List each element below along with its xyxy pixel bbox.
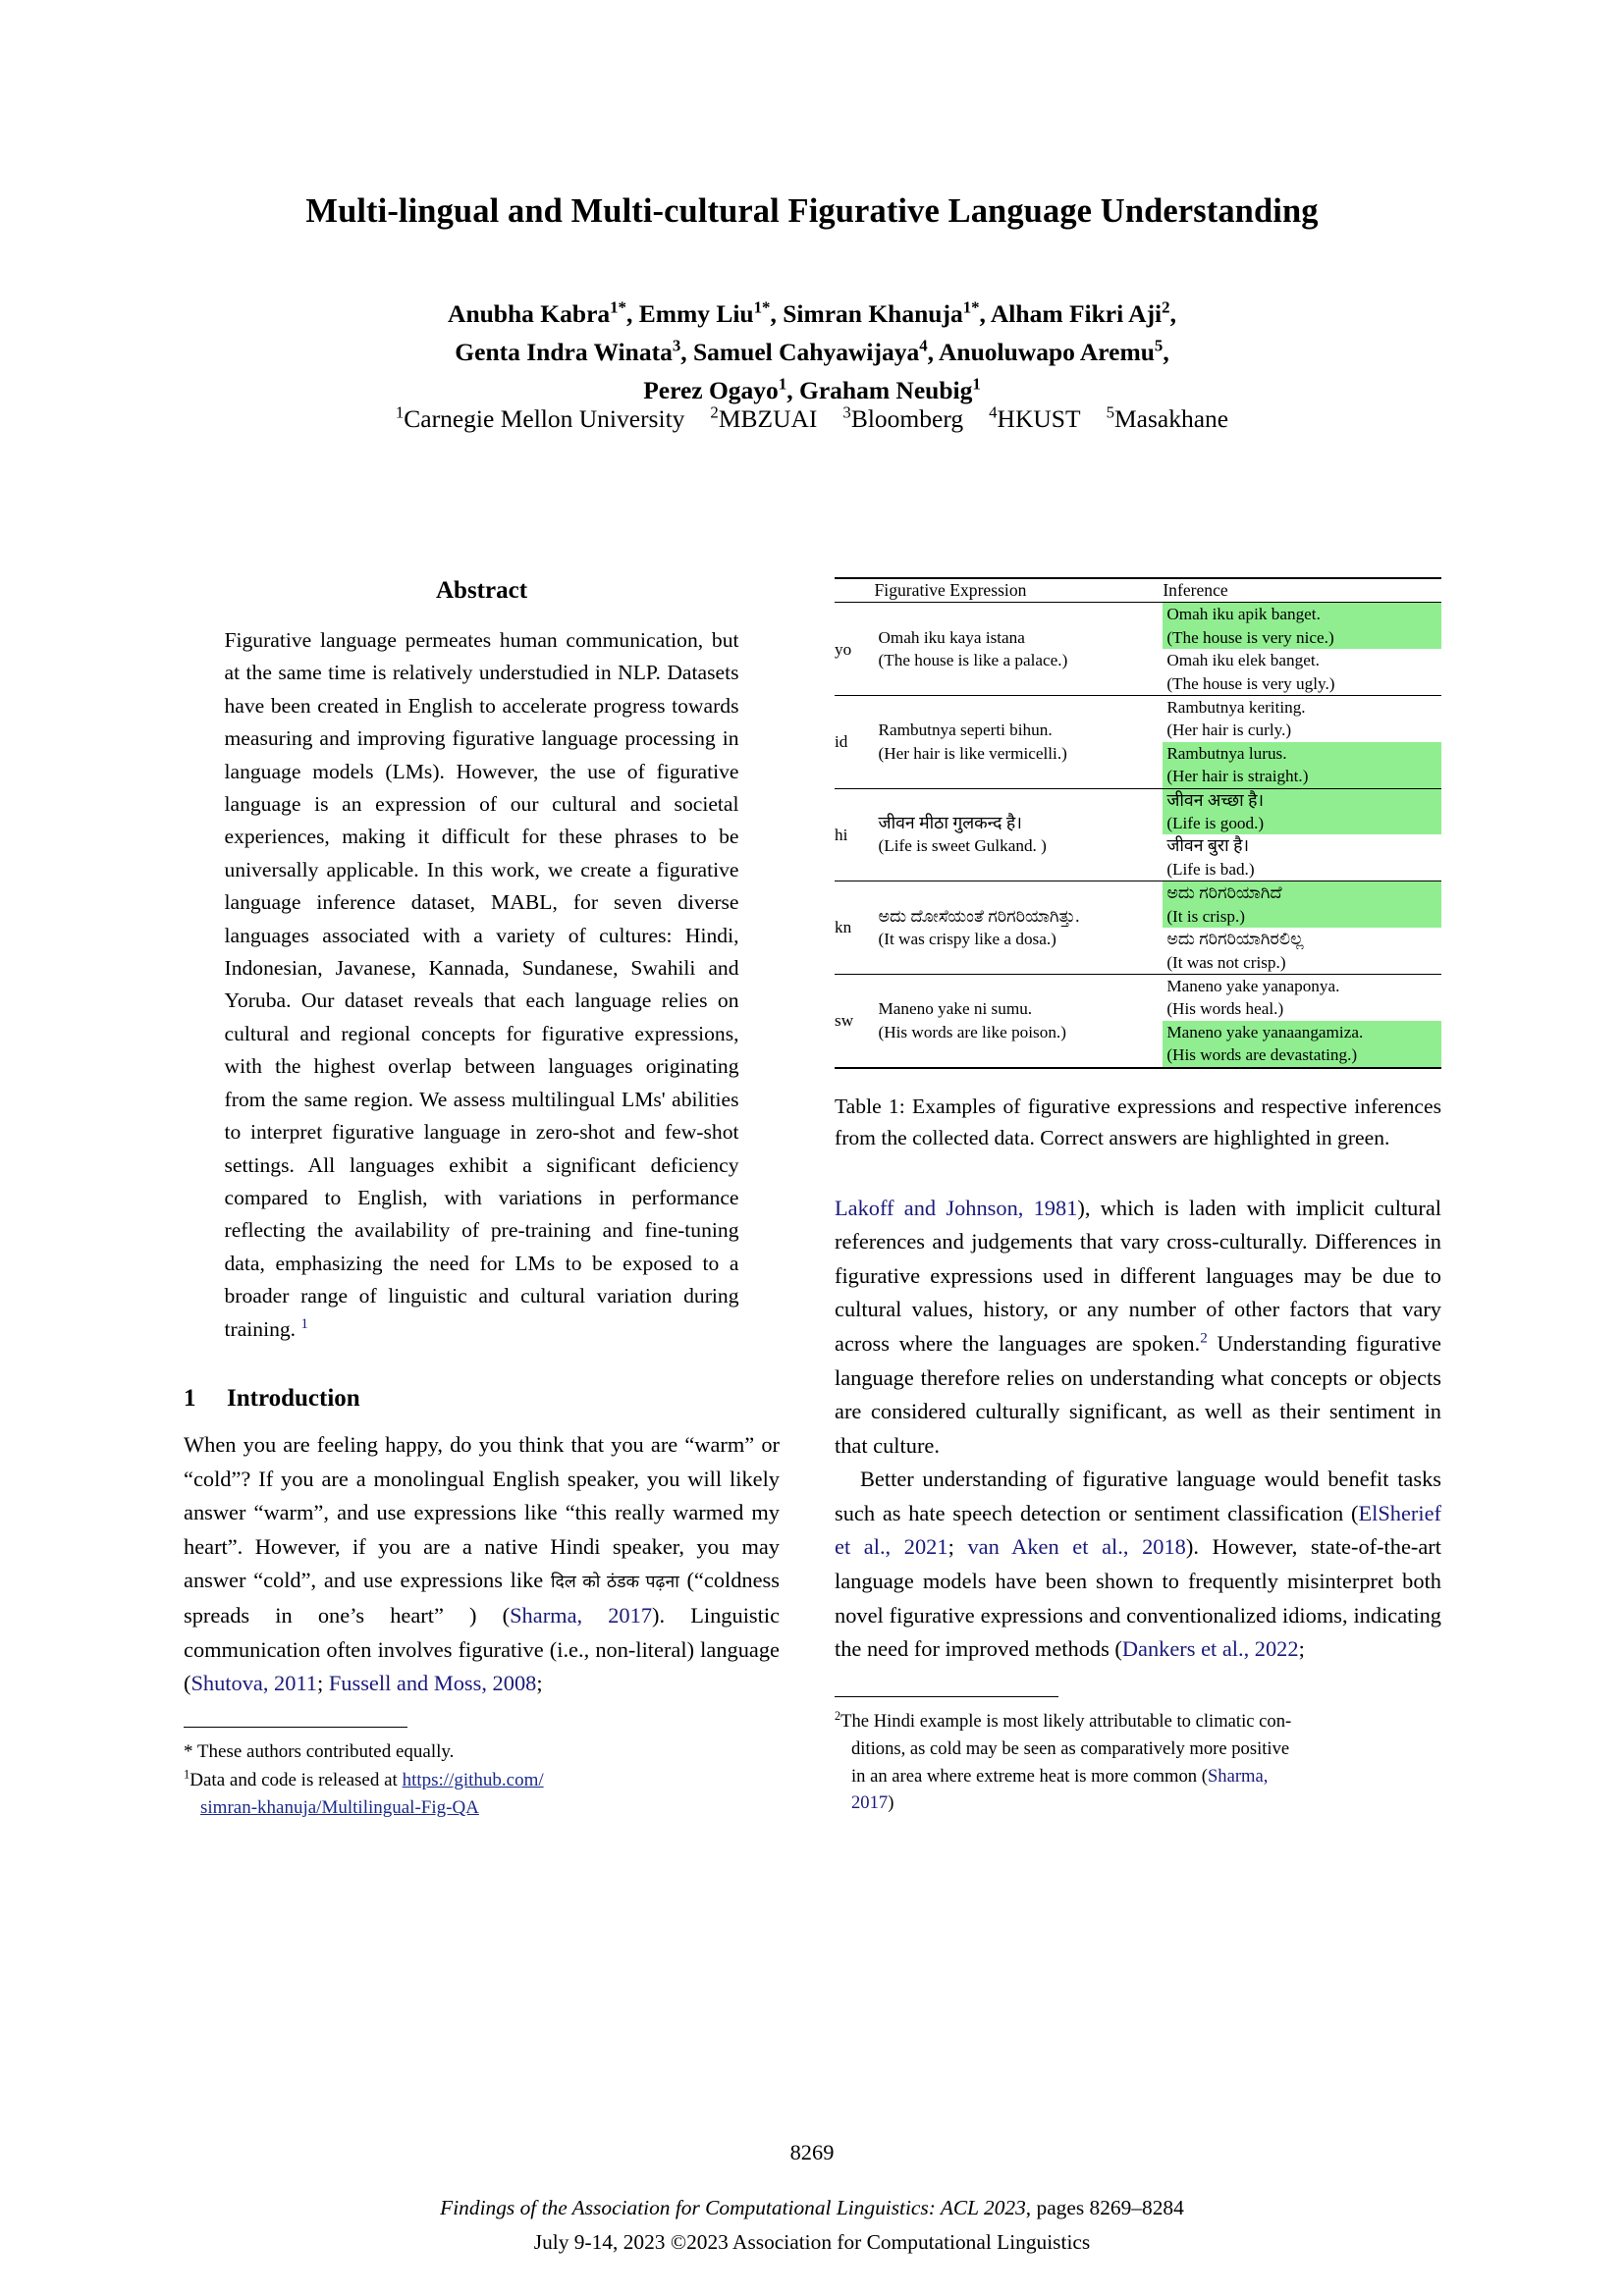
row-expression	[875, 696, 1164, 789]
inference-native-correct: जीवन अच्छा है।	[1163, 789, 1441, 812]
table-1-examples	[835, 577, 1441, 1069]
author-list	[0, 294, 1624, 409]
right-paragraph-continued	[835, 1192, 1441, 1464]
footnote-two-line3-pre: in an area where extreme heat is more common (	[851, 1765, 1208, 1787]
citation-link[interactable]: Sharma, 2017	[510, 1602, 653, 1628]
inference-native: जीवन बुरा है।	[1166, 835, 1250, 856]
citation-link[interactable]: van Aken et al., 2018	[967, 1534, 1186, 1560]
row-expression	[875, 974, 1164, 1067]
expression-native: जीवन मीठा गुलकन्द है।	[878, 813, 1022, 833]
affiliation-name: Masakhane	[1113, 404, 1229, 433]
author-sup: 1*	[962, 297, 980, 317]
footnote-star-text: These authors contributed equally.	[192, 1741, 455, 1763]
footnote-two-line1: The Hindi example is most likely attributable to climatic con-	[840, 1711, 1292, 1733]
inference-gloss-correct: (Life is good.)	[1163, 812, 1441, 834]
affiliation	[842, 404, 963, 433]
footnote-rule	[835, 1696, 1058, 1698]
intro-text-part3: ). Linguistic communication often involves figurative (i.e., non-literal) language (	[184, 1602, 781, 1696]
author-sup: 3	[672, 336, 681, 355]
row-inferences	[1163, 603, 1441, 696]
table-row	[835, 974, 1441, 1067]
table-row	[835, 696, 1441, 789]
expression-native: Rambutnya seperti bihun.	[878, 721, 1053, 740]
author-sup: 1	[972, 374, 981, 394]
page-title: Multi-lingual and Multi-cultural Figurative Language Understanding	[305, 192, 1319, 230]
right-footnotes	[835, 1696, 1441, 1817]
footnote-two-line4	[835, 1789, 1441, 1817]
table-body	[835, 603, 1441, 1068]
github-url-link[interactable]: https://github.com/	[402, 1769, 544, 1790]
row-lang-code: sw	[835, 1011, 854, 1031]
citation-link[interactable]: Lakoff and Johnson, 1981	[835, 1195, 1078, 1220]
expression-gloss: (It was crispy like a dosa.)	[878, 930, 1056, 949]
affiliation-sup: 5	[1106, 402, 1114, 422]
row-expression	[875, 603, 1164, 696]
affiliation-sup: 4	[989, 402, 998, 422]
affiliation	[396, 404, 685, 433]
author-name: Genta Indra Winata	[455, 338, 673, 366]
author-sup: 4	[919, 336, 928, 355]
inference-native: Rambutnya keriting.	[1166, 698, 1306, 718]
citation-link[interactable]: Shutova, 2011	[190, 1671, 318, 1696]
author-name: Alham Fikri Aji	[990, 299, 1163, 328]
intro-paragraph-1	[184, 1428, 780, 1701]
footnote-two-line4-post: )	[888, 1792, 894, 1814]
footnote-star	[184, 1738, 780, 1767]
expression-gloss: (The house is like a palace.)	[878, 651, 1068, 670]
intro-text-part4: ;	[536, 1671, 543, 1696]
venue-pages: , pages 8269–8284	[1025, 2196, 1184, 2219]
author-line-1: Anubha Kabra$^{1*}$, Emmy Liu$^{1*}$, Simran Khanuja$^{1*}$, Alham Fikri Aji$^2$,	[448, 297, 1176, 328]
inference-native: Omah iku elek banget.	[1166, 651, 1320, 670]
expression-gloss: (Her hair is like vermicelli.)	[878, 743, 1067, 763]
venue-line-2: July 9-14, 2023 ©2023 Association for Computational Linguistics	[533, 2230, 1091, 2254]
affiliation	[1107, 404, 1229, 433]
para-text: ), which is laden with implicit cultural references and judgements that vary cross-culturally. Differences in figurative expressions used in different languages may be due to cultural values, history, or any number of other factors that vary across where the languages are spoken.	[835, 1195, 1441, 1356]
inference-gloss: (Life is bad.)	[1166, 859, 1255, 879]
author-sup: 1*	[753, 297, 771, 317]
intro-text-part2: (“coldness spreads in one’s heart” ) (	[184, 1568, 780, 1628]
citation-separator: ;	[947, 1534, 968, 1560]
inference-native-correct: Omah iku apik banget.	[1163, 603, 1441, 625]
footnote-one-marker: 1	[184, 1767, 190, 1782]
author-name: Emmy Liu	[638, 299, 754, 328]
para2-pre: Better understanding of figurative language would benefit tasks such as hate speech detection or sentiment classification (	[835, 1467, 1441, 1525]
venue-line-1	[0, 2191, 1624, 2225]
footnote-star-marker: *	[184, 1741, 193, 1763]
row-lang-code: yo	[835, 639, 852, 659]
affiliation-name: Bloomberg	[850, 404, 964, 433]
table-row	[835, 881, 1441, 975]
footnote-rule	[184, 1727, 407, 1729]
affiliation	[710, 404, 817, 433]
inference-native-correct: ಅದು ಗರಿಗರಿಯಾಗಿದೆ	[1163, 881, 1441, 904]
inference-gloss: (It was not crisp.)	[1166, 952, 1286, 972]
row-inferences	[1163, 881, 1441, 975]
author-sup: 5	[1154, 336, 1164, 355]
author-name: Anubha Kabra	[448, 299, 611, 328]
author-name: Anuoluwapo Aremu	[939, 338, 1155, 366]
hindi-phrase: दिल को ठंडक पढ़ना	[550, 1572, 679, 1592]
footnote-two-line2: ditions, as cold may be seen as comparatively more positive	[851, 1738, 1290, 1760]
row-lang-code: hi	[835, 825, 848, 844]
row-inferences	[1163, 974, 1441, 1067]
inference-gloss: (His words heal.)	[1166, 999, 1284, 1019]
expression-gloss: (Life is sweet Gulkand. )	[878, 836, 1047, 856]
inference-native-correct: Maneno yake yanaangamiza.	[1163, 1021, 1441, 1043]
footnote-one-text: Data and code is released at	[189, 1769, 403, 1790]
expression-native: ಅದು ದೋಸೆಯಂತೆ ಗರಿಗರಿಯಾಗಿತ್ತು.	[878, 905, 1080, 926]
citation-separator: ;	[317, 1671, 329, 1696]
footnote-two-line3	[835, 1763, 1441, 1790]
right-paragraph-2	[835, 1463, 1441, 1667]
table-header-expression: Figurative Expression	[874, 580, 1027, 600]
table-header-inference: Inference	[1163, 580, 1228, 600]
venue-footer	[0, 2191, 1624, 2260]
venue-name: Findings of the Association for Computational Linguistics: ACL 2023	[440, 2196, 1026, 2219]
inference-gloss-correct: (His words are devastating.)	[1163, 1043, 1441, 1066]
citation-link[interactable]: ElSherief et al., 2021	[835, 1500, 1441, 1560]
author-sup: 1*	[610, 297, 626, 317]
page-number: 8269	[789, 2140, 835, 2164]
expression-gloss: (His words are like poison.)	[878, 1022, 1066, 1041]
affiliation	[989, 404, 1080, 433]
table-header	[835, 578, 1441, 603]
table-row	[835, 788, 1441, 881]
author-name: Samuel Cahyawijaya	[693, 338, 920, 366]
inference-gloss: (The house is very ugly.)	[1166, 673, 1335, 693]
table-header-row	[835, 578, 1441, 603]
row-lang-code: id	[835, 732, 848, 752]
author-sup: 2	[1162, 297, 1170, 317]
section-number: 1	[184, 1384, 196, 1412]
affiliation-name: Carnegie Mellon University	[404, 404, 685, 433]
row-inferences	[1163, 696, 1441, 789]
abstract-heading: Abstract	[435, 577, 528, 604]
right-column	[835, 577, 1441, 1817]
section-heading-introduction	[184, 1385, 780, 1413]
citation-link[interactable]: Dankers et al., 2022	[1121, 1636, 1299, 1662]
affiliation-name: MBZUAI	[718, 404, 818, 433]
table-row	[835, 603, 1441, 696]
para2-end: ;	[1298, 1636, 1305, 1662]
intro-text-part1: When you are feeling happy, do you think that you are “warm” or “cold”? If you are a monolingual English speaker, you will likely answer “warm”, and use expressions like “this really warmed my heart”. However, if you are a native Hindi speaker, you may answer “cold”, and use expressions like	[184, 1431, 780, 1593]
row-inferences	[1163, 788, 1441, 881]
left-footnotes	[184, 1727, 780, 1823]
row-lang-code: kn	[835, 918, 852, 937]
footnote-ref-2[interactable]: 2	[1200, 1329, 1208, 1347]
inference-native: Maneno yake yanaponya.	[1166, 976, 1340, 995]
citation-link[interactable]: Sharma,	[1207, 1765, 1269, 1787]
abstract-body	[225, 624, 739, 1346]
para2-mid: ). However, state-of-the-art language models have been shown to frequently misinterpret both novel figurative expressions and conventionalized idioms, indicating the need for improved methods (	[835, 1534, 1441, 1662]
author-name: Graham Neubig	[798, 376, 973, 404]
inference-gloss-correct: (The house is very nice.)	[1163, 626, 1441, 649]
citation-link[interactable]: Fussell and Moss, 2008	[328, 1671, 537, 1696]
inference-gloss-correct: (Her hair is straight.)	[1163, 765, 1441, 787]
expression-native: Omah iku kaya istana	[878, 627, 1025, 647]
author-sup: 1	[778, 374, 787, 394]
affiliation-list	[0, 404, 1624, 434]
github-url-link-cont[interactable]: simran-khanuja/Multilingual-Fig-QA	[200, 1797, 479, 1819]
affiliation-name: HKUST	[997, 404, 1081, 433]
abstract-text: Figurative language permeates human communication, but at the same time is relatively understudied in NLP. Datasets have been created in English to accelerate progress towards measuring and improving figurative language processing in language models (LMs). However, the use of figurative language is an expression of our cultural and societal experiences, making it difficult for these phrases to be universally applicable. In this work, we create a figurative language inference dataset, MABL, for seven diverse languages associated with a variety of cultures: Hindi, Indonesian, Javanese, Kannada, Sundanese, Swahili and Yoruba. Our dataset reveals that each language relies on cultural and regional concepts for figurative expressions, with the highest overlap between languages originating from the same region. We assess multilingual LMs' abilities to interpret figurative language in zero-shot and few-shot settings. All languages exhibit a significant deficiency compared to English, with variations in performance reflecting the availability of pre-training and fine-tuning data, emphasizing the need for LMs to be exposed to a broader range of linguistic and cultural variation during training.	[224, 628, 739, 1341]
expression-native: Maneno yake ni sumu.	[878, 999, 1033, 1019]
table-header-lang	[835, 578, 875, 603]
author-name: Perez Ogayo	[643, 376, 779, 404]
affiliation-sup: 3	[842, 402, 851, 422]
author-name: Simran Khanuja	[783, 299, 963, 328]
affiliation-sup: 1	[395, 402, 405, 422]
footnote-two-marker: 2	[835, 1709, 841, 1724]
left-column	[184, 577, 780, 1823]
footnote-one	[184, 1767, 780, 1823]
para-text-cont: Understanding figurative language therefore relies on understanding what concepts or objects are considered culturally significant, as well as their sentiment in that culture.	[835, 1330, 1441, 1458]
row-expression	[875, 881, 1164, 975]
inference-native: ಅದು ಗರಿಗರಿಯಾಗಿರಲಿಲ್ಲ	[1166, 929, 1304, 949]
author-line-3: Perez Ogayo$^1$, Graham Neubig$^1$	[643, 374, 981, 404]
author-line-2: Genta Indra Winata$^3$, Samuel Cahyawijaya$^4$, Anuoluwapo Aremu$^5$,	[455, 336, 1169, 366]
abstract-footnote-ref[interactable]: 1	[300, 1315, 308, 1332]
section-title: Introduction	[227, 1384, 360, 1412]
footnote-two	[835, 1708, 1441, 1816]
inference-gloss: (Her hair is curly.)	[1166, 721, 1292, 740]
inference-native-correct: Rambutnya lurus.	[1163, 742, 1441, 765]
citation-link[interactable]: 2017	[851, 1792, 889, 1814]
inference-gloss-correct: (It is crisp.)	[1163, 905, 1441, 928]
row-expression	[875, 788, 1164, 881]
affiliation-sup: 2	[710, 402, 719, 422]
table-1-caption: Table 1: Examples of figurative expressions and respective inferences from the collected data. Correct answers are highlighted in green.	[835, 1094, 1441, 1150]
